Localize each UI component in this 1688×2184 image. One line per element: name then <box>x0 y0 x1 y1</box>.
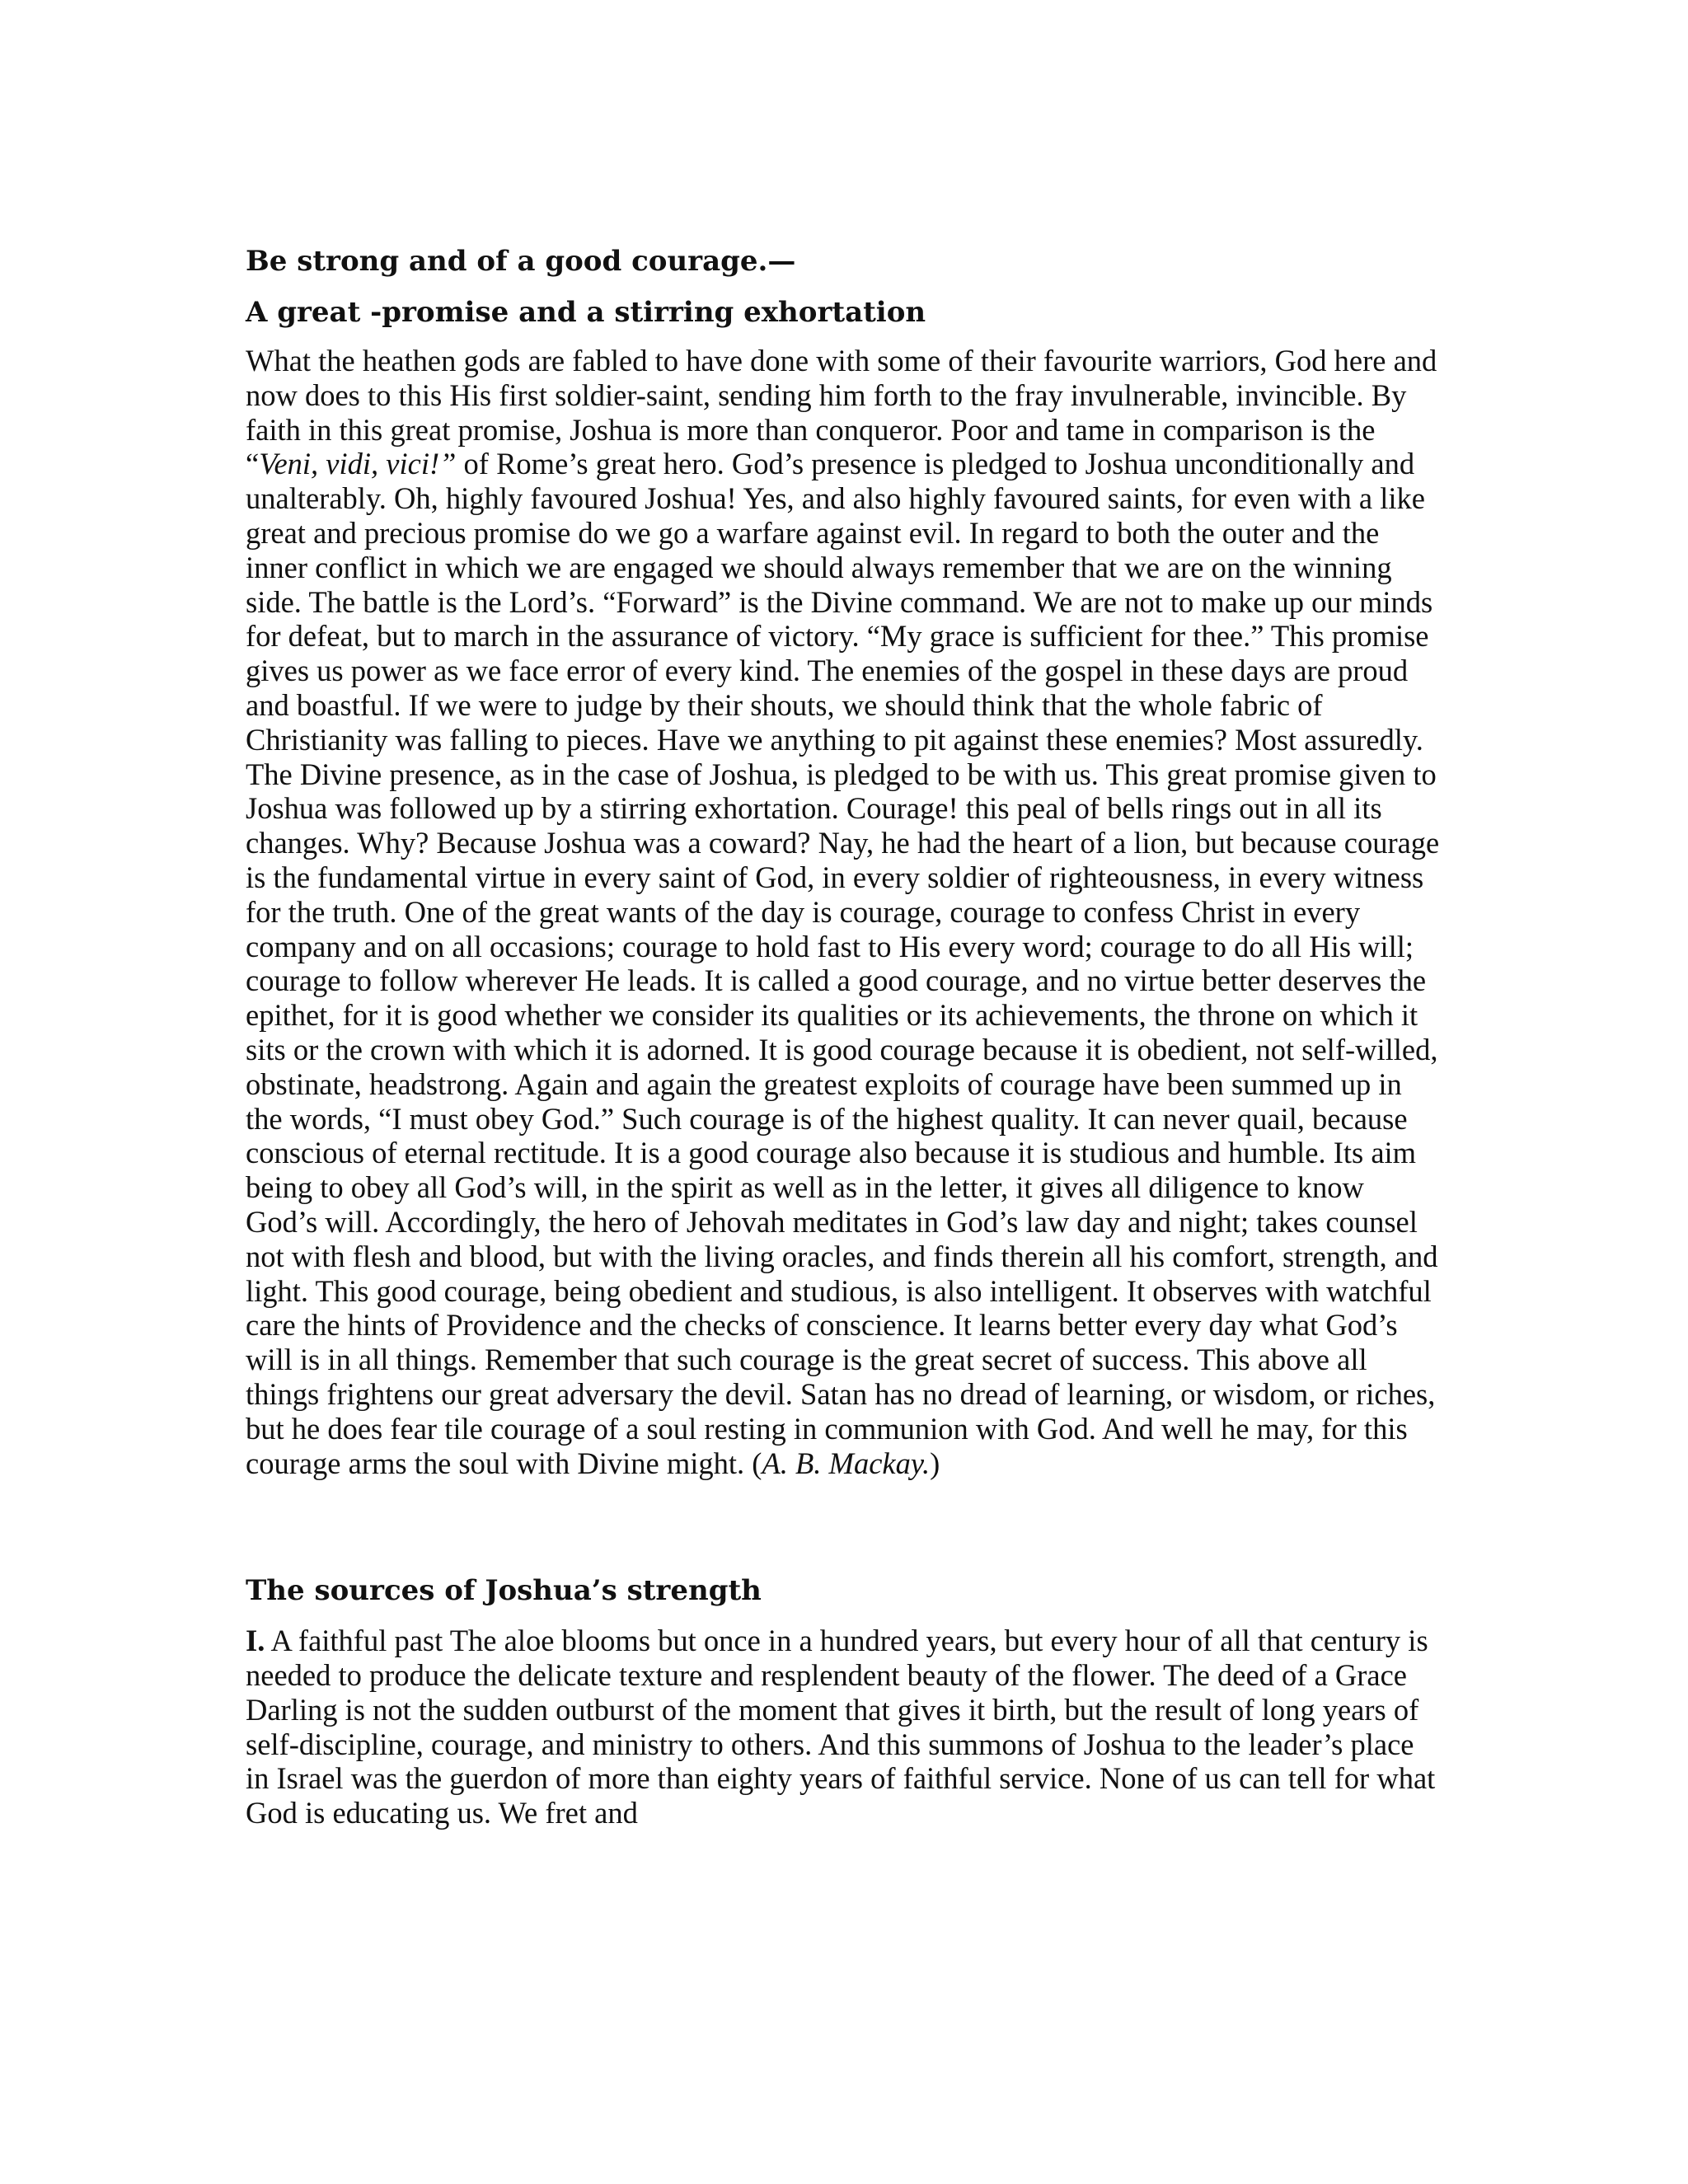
paragraph-text-b: of Rome’s great hero. God’s presence is pledged to Joshua unconditionally and unalterably. Oh, highly favoured Joshua! Yes, and also highly favoured saints, for even with a like great and precious promise do we go a warfare against evil. In regard to both the outer and the inner conflict in which we are engaged we should always remember that we are on the winning side. The battle is the Lord’s. “Forward” is the Divine command. We are not to make up our minds for defeat, but to march in the assurance of victory. “My grace is sufficient for thee.” This promise gives us power as we face error of every kind. The enemies of the gospel in these days are proud and boastful. If we were to judge by their shouts, we should think that the whole fabric of Christianity was falling to pieces. Have we anything to pit against these enemies? Most assuredly. The Divine presence, as in the case of Joshua, is pledged to be with us. This great promise given to Joshua was followed up by a stirring exhortation. Courage! this peal of bells rings out in all its changes. Why? Because Joshua was a coward? Nay, he had the heart of a lion, but because courage is the fundamental virtue in every saint of God, in every soldier of righteousness, in every witness for the truth. One of the great wants of the day is courage, courage to confess Christ in every company and on all occasions; courage to hold fast to His every word; courage to do all His will; courage to follow wherever He leads. It is called a good courage, and no virtue better deserves the epithet, for it is good whether we consider its qualities or its achievements, the throne on which it sits or the crown with which it is adorned. It is good courage because it is obedient, not self-willed, obstinate, headstrong. Again and again the greatest exploits of courage have been summed up in the words, “I must obey God.” Such courage is of the highest quality. It can never quail, because conscious of eternal rectitude. It is a good courage also because it is studious and humble. Its aim being to obey all God’s will, in the spirit as well as in the letter, it gives all diligence to know God’s will. Accordingly, the hero of Jehovah meditates in God’s law day and night; takes counsel not with flesh and blood, but with the living oracles, and finds therein all his comfort, strength, and light. This good courage, being obedient and studious, is also intelligent. It observes with watchful care the hints of Providence and the checks of conscience. It learns better every day what God’s will is in all things. Remember that such courage is the great secret of success. This above all things frightens our great adversary the devil. Satan has no dread of learning, or wisdom, or riches, but he does fear tile courage of a soul resting in communion with God. And well he may, for this courage arms the soul with Divine might. ( <box>246 447 1440 1480</box>
section-subtitle: A great -promise and a stirring exhortation <box>246 296 926 329</box>
document-page <box>246 243 1441 1830</box>
body-paragraph <box>246 344 1441 1480</box>
section-title: Be strong and of a good courage.— <box>246 245 796 278</box>
roman-numeral: I. <box>246 1624 265 1658</box>
body-paragraph <box>246 1624 1441 1830</box>
section-spacer <box>246 1480 1441 1572</box>
paragraph-text: A faithful past The aloe blooms but once in a hundred years, but every hour of all that century is needed to produce the delicate texture and resplendent beauty of the flower. The deed of a Grace Darling is not the sudden outburst of the moment that gives it birth, but the result of long years of self-discipline, courage, and ministry to others. And this summons of Joshua to the leader’s place in Israel was the guerdon of more than eighty years of faithful service. None of us can tell for what God is educating us. We fret and <box>246 1624 1436 1830</box>
section-title: The sources of Joshua’s strength <box>246 1574 762 1608</box>
latin-quote: Veni, vidi, vici!” <box>259 447 457 481</box>
paragraph-text-a: What the heathen gods are fabled to have done with some of their favourite warriors, God here and now does to this His first soldier-saint, sending him forth to the fray invulnerable, invincible. By faith in this great promise, Joshua is more than conqueror. Poor and tame in comparison is the “ <box>246 344 1437 481</box>
paragraph-text-end: ) <box>930 1446 940 1480</box>
citation-author: A. B. Mackay. <box>762 1446 931 1480</box>
